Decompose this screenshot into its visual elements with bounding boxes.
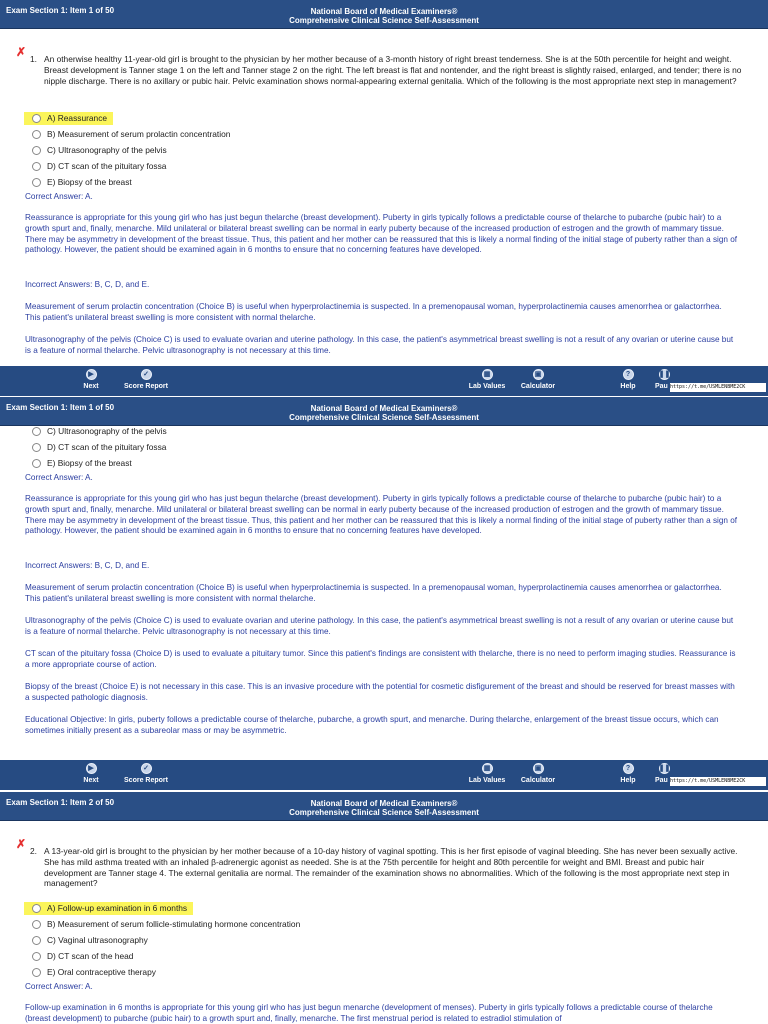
option-d[interactable] — [32, 160, 172, 173]
next-button[interactable]: ▶ Next — [83, 765, 99, 784]
exam-header — [0, 397, 768, 426]
option-label: B) Measurement of serum follicle-stimulating hormone concentration — [47, 919, 301, 929]
assessment-subtitle: Comprehensive Clinical Science Self-Assessment — [289, 16, 479, 25]
explanation-paragraph: Measurement of serum prolactin concentration (Choice B) is useful when hyperprolactinemia is suspected. In a premenopausal woman, hyperprolactinemia causes amenorrhea or galactorrhea. This patient's unilateral breast swelling is more consistent with normal thelarche. — [25, 583, 722, 603]
explanation-paragraph: CT scan of the pituitary fossa (Choice D) is used to evaluate a pituitary tumor. Since this patient's findings are consistent with thelarche, there is no need to perform imaging studies. Reassurance is a more appropriate course of action. — [25, 649, 736, 669]
radio-icon[interactable] — [32, 968, 41, 977]
pause-icon: ❚❚ — [658, 371, 671, 378]
radio-icon[interactable] — [32, 146, 41, 155]
pause-button[interactable]: ❚❚ Pau — [655, 371, 671, 390]
option-b[interactable] — [32, 918, 306, 931]
radio-icon[interactable] — [32, 920, 41, 929]
nbme-title: National Board of Medical Examiners® — [310, 7, 458, 16]
assessment-subtitle: Comprehensive Clinical Science Self-Assessment — [289, 808, 479, 817]
lab-values-icon: ▦ — [482, 369, 493, 380]
explanation-paragraph: Measurement of serum prolactin concentration (Choice B) is useful when hyperprolactinemia is suspected. In a premenopausal woman, hyperprolactinemia causes amenorrhea or galactorrhea. This patient's unilateral breast swelling is more consistent with normal thelarche. — [25, 302, 722, 322]
help-icon: ? — [623, 369, 634, 380]
help-button[interactable]: ? Help — [620, 765, 636, 784]
option-label: C) Ultrasonography of the pelvis — [47, 145, 167, 155]
option-label: C) Ultrasonography of the pelvis — [47, 426, 167, 436]
watermark-url: https://t.me/USMLENBME2CK — [670, 383, 766, 392]
score-report-icon: ✓ — [141, 369, 152, 380]
calculator-icon: ▣ — [533, 763, 544, 774]
next-icon: ▶ — [86, 763, 97, 774]
score-report-button[interactable]: ✓ Score Report — [124, 765, 168, 784]
option-e[interactable] — [32, 966, 162, 979]
radio-icon[interactable] — [32, 114, 41, 123]
calculator-icon: ▣ — [533, 369, 544, 380]
option-d[interactable] — [32, 441, 172, 454]
explanation-paragraph: Follow-up examination in 6 months is appropriate for this young girl who has just begun menarche (development of menses). Puberty in girls typically follows a predictable course of thelarche (breast development) to pubarche (pubic hair) to a growth spurt and, finally, menarche. The first menstrual period is related to estradiol stimulation of — [25, 1003, 713, 1023]
help-button[interactable]: ? Help — [620, 371, 636, 390]
calculator-button[interactable]: ▣ Calculator — [520, 765, 556, 784]
nbme-title: National Board of Medical Examiners® — [310, 404, 458, 413]
section-label: Exam Section 1: Item 2 of 50 — [6, 798, 115, 807]
next-icon: ▶ — [86, 369, 97, 380]
radio-icon[interactable] — [32, 904, 41, 913]
score-report-icon: ✓ — [141, 763, 152, 774]
section-label: Exam Section 1: Item 1 of 50 — [6, 6, 115, 15]
exam-header — [0, 792, 768, 821]
option-e[interactable] — [32, 176, 138, 189]
incorrect-mark-icon: ✗ — [16, 45, 27, 59]
correct-answer: Correct Answer: A. — [25, 192, 93, 201]
radio-icon[interactable] — [32, 178, 41, 187]
option-label: B) Measurement of serum prolactin concentration — [47, 129, 231, 139]
option-label: C) Vaginal ultrasonography — [47, 935, 148, 945]
nav-footer — [0, 366, 768, 396]
radio-icon[interactable] — [32, 936, 41, 945]
question-text: A 13-year-old girl is brought to the physician by her mother because of a 10-day history of vaginal spotting. This is her first episode of vaginal bleeding. She has never been sexually active. She has mild asthma treated with an inhaled β-adrenergic agonist as needed. She is at the 75th percentile for height and 80th percentile for weight and BMI. Breast and pubic hair development are Tanner stage 4. The external genitalia are normal. The remainder of the examination shows no abnormalities. Which of the following is the most appropriate next step in management? — [44, 846, 738, 889]
option-label: E) Biopsy of the breast — [47, 177, 132, 187]
lab-values-button[interactable]: ▦ Lab Values — [468, 371, 506, 390]
score-report-button[interactable]: ✓ Score Report — [124, 371, 168, 390]
option-e[interactable] — [32, 457, 138, 470]
option-label: D) CT scan of the pituitary fossa — [47, 161, 167, 171]
option-label: A) Reassurance — [47, 113, 108, 123]
question-number: 1. — [30, 54, 37, 64]
explanation-paragraph: Reassurance is appropriate for this young girl who has just begun thelarche (breast development). Puberty in girls typically follows a predictable course of thelarche to pubarche (pubic hair) to a growth spurt and, finally, menarche. Mild unilateral or bilateral breast swelling can be normal in early puberty because of the increased production of estrogen and the growth of mammary tissue. There may be asymmetry in development of the breast tissue. Thus, this patient and her mother can be reassured that this is likely a normal finding of the initial stage of puberty rather than a sign of pathology. However, the patient should be examined again in 6 months to ensure that no concerning features have developed. — [25, 494, 738, 536]
exam-header — [0, 0, 768, 29]
explanation-paragraph: Biopsy of the breast (Choice E) is not necessary in this case. This is an invasive procedure with the potential for cosmetic disfigurement of the breast and should be reserved for breast masses with a suspected pathologic diagnosis. — [25, 682, 735, 702]
option-label: D) CT scan of the head — [47, 951, 134, 961]
question-pane-scrolled — [0, 426, 768, 760]
option-d[interactable] — [32, 950, 139, 963]
option-a[interactable] — [24, 902, 193, 915]
question-pane — [0, 29, 768, 365]
option-a[interactable] — [24, 112, 113, 125]
lab-values-icon: ▦ — [482, 763, 493, 774]
watermark-url: https://t.me/USMLENBME2CK — [670, 777, 766, 786]
incorrect-mark-icon: ✗ — [16, 837, 27, 851]
lab-values-button[interactable]: ▦ Lab Values — [468, 765, 506, 784]
question-number: 2. — [30, 846, 37, 856]
radio-icon[interactable] — [32, 443, 41, 452]
option-c[interactable] — [32, 426, 173, 438]
option-label: E) Oral contraceptive therapy — [47, 967, 156, 977]
question-text: An otherwise healthy 11-year-old girl is brought to the physician by her mother because of a 3-month history of right breast tenderness. She is at the 50th percentile for height and weight. Breast development is Tanner stage 1 on the left and Tanner stage 2 on the right. The left breast is flat and nontender, and the right breast is slightly raised, enlarged, and tender; there is no nipple discharge. There is no axillary or pubic hair. Pelvic examination shows normal-appearing external genitalia. Which of the following is the most appropriate next step in management? — [44, 54, 742, 86]
explanation-paragraph: Ultrasonography of the pelvis (Choice C) is used to evaluate ovarian and uterine pathology. In this case, the patient's asymmetrical breast swelling is not a result of any ovarian or uterine cause but is a feature of normal thelarche. Pelvic ultrasonography is not necessary at this time. — [25, 335, 734, 355]
help-icon: ? — [623, 763, 634, 774]
explanation-paragraph: Reassurance is appropriate for this young girl who has just begun thelarche (breast development). Puberty in girls typically follows a predictable course of thelarche to pubarche (pubic hair) to a growth spurt and, finally, menarche. Mild unilateral or bilateral breast swelling can be normal in early puberty because of the increased production of estrogen and the growth of mammary tissue. There may be asymmetry in development of the breast tissue. Thus, this patient and her mother can be reassured that this is likely a normal finding of the initial stage of puberty rather than a sign of pathology. However, the patient should be examined again in 6 months to ensure that no concerning features have developed. — [25, 213, 738, 255]
radio-icon[interactable] — [32, 952, 41, 961]
radio-icon[interactable] — [32, 427, 41, 436]
explanation-paragraph: Ultrasonography of the pelvis (Choice C) is used to evaluate ovarian and uterine pathology. In this case, the patient's asymmetrical breast swelling is not a result of any ovarian or uterine cause but is a feature of normal thelarche. Pelvic ultrasonography is not necessary at this time. — [25, 616, 734, 636]
option-label: A) Follow-up examination in 6 months — [47, 903, 188, 913]
option-b[interactable] — [32, 128, 236, 141]
correct-answer: Correct Answer: A. — [25, 982, 93, 991]
option-c[interactable] — [32, 144, 173, 157]
correct-answer: Correct Answer: A. — [25, 473, 93, 482]
option-label: E) Biopsy of the breast — [47, 458, 132, 468]
section-label: Exam Section 1: Item 1 of 50 — [6, 403, 115, 412]
pause-button[interactable]: ❚❚ Pau — [655, 765, 671, 784]
educational-objective: Educational Objective: In girls, puberty follows a predictable course of thelarche, pubarche, a growth spurt, and menarche. During thelarche, enlargement of the breast tissue occurs, which can sometimes initially present as a subareolar mass or may be asymmetric. — [25, 715, 719, 735]
question-stem — [30, 846, 742, 889]
question-pane — [0, 821, 768, 1024]
assessment-subtitle: Comprehensive Clinical Science Self-Assessment — [289, 413, 479, 422]
radio-icon[interactable] — [32, 130, 41, 139]
radio-icon[interactable] — [32, 162, 41, 171]
next-button[interactable]: ▶ Next — [83, 371, 99, 390]
calculator-button[interactable]: ▣ Calculator — [520, 371, 556, 390]
option-c[interactable] — [32, 934, 154, 947]
radio-icon[interactable] — [32, 459, 41, 468]
option-label: D) CT scan of the pituitary fossa — [47, 442, 167, 452]
nbme-title: National Board of Medical Examiners® — [310, 799, 458, 808]
explanation-paragraph: Incorrect Answers: B, C, D, and E. — [25, 561, 150, 570]
pause-icon: ❚❚ — [658, 765, 671, 772]
nav-footer — [0, 760, 768, 790]
question-stem — [30, 54, 742, 86]
explanation-paragraph: Incorrect Answers: B, C, D, and E. — [25, 280, 150, 289]
